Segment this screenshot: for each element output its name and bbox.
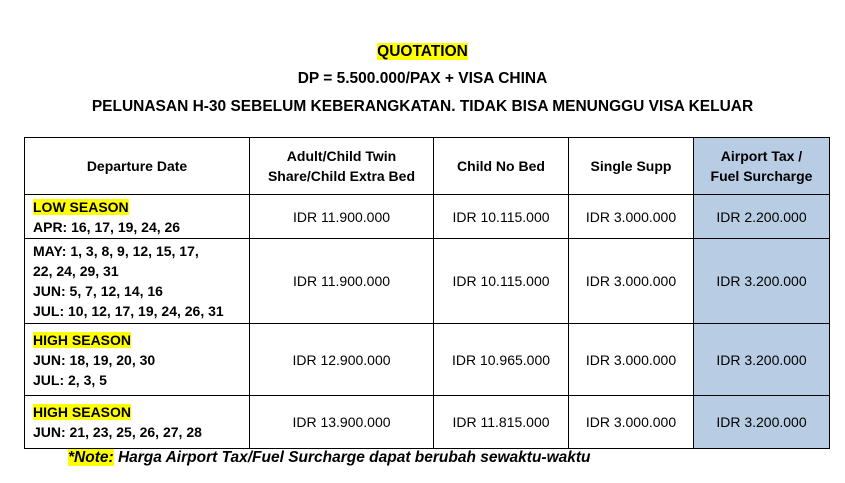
airport-tax-price-cell: IDR 3.200.000 xyxy=(694,239,830,324)
child-no-bed-price-cell: IDR 11.815.000 xyxy=(434,396,569,449)
child-no-bed-price-cell: IDR 10.115.000 xyxy=(434,195,569,239)
airport-tax-price-cell: IDR 2.200.000 xyxy=(694,195,830,239)
table-row xyxy=(25,239,830,324)
child-no-bed-price-cell: IDR 10.115.000 xyxy=(434,239,569,324)
airport-tax-price-cell: IDR 3.200.000 xyxy=(694,324,830,396)
single-supp-price-cell: IDR 3.000.000 xyxy=(569,396,694,449)
season-label: LOW SEASON xyxy=(33,198,129,215)
twin-price-cell: IDR 11.900.000 xyxy=(250,195,434,239)
table-header-row xyxy=(25,138,830,195)
header-airport-tax: Airport Tax / Fuel Surcharge xyxy=(694,138,830,195)
child-no-bed-price-cell: IDR 10.965.000 xyxy=(434,324,569,396)
footnote-text: Harga Airport Tax/Fuel Surcharge dapat berubah sewaktu-waktu xyxy=(113,449,591,466)
twin-price-cell: IDR 11.900.000 xyxy=(250,239,434,324)
date-line: APR: 16, 17, 19, 24, 26 xyxy=(33,218,181,235)
quotation-title-text: QUOTATION xyxy=(377,43,468,60)
down-payment-line: DP = 5.500.000/PAX + VISA CHINA xyxy=(297,70,548,87)
header-child-no-bed: Child No Bed xyxy=(434,138,569,195)
season-label: HIGH SEASON xyxy=(33,331,132,348)
departure-dates-cell xyxy=(25,396,250,449)
date-line: JUN: 5, 7, 12, 14, 16 xyxy=(33,283,163,299)
quotation-title xyxy=(0,42,845,62)
departure-dates-cell xyxy=(25,239,250,324)
date-line: JUN: 21, 23, 25, 26, 27, 28 xyxy=(33,424,202,440)
departure-dates-cell xyxy=(25,195,250,239)
footnote xyxy=(68,448,591,468)
price-table xyxy=(24,137,830,449)
twin-price-cell: IDR 13.900.000 xyxy=(250,396,434,449)
departure-dates-cell xyxy=(25,324,250,396)
airport-tax-price-cell: IDR 3.200.000 xyxy=(694,396,830,449)
payment-terms-line: PELUNASAN H-30 SEBELUM KEBERANGKATAN. TIDAK BISA MENUNGGU VISA KELUAR xyxy=(91,98,754,115)
footnote-label: *Note: xyxy=(68,449,114,466)
table-row xyxy=(25,396,830,449)
header-twin-share: Adult/Child Twin Share/Child Extra Bed xyxy=(250,138,434,195)
table-row xyxy=(25,324,830,396)
season-label: HIGH SEASON xyxy=(33,404,132,420)
single-supp-price-cell: IDR 3.000.000 xyxy=(569,324,694,396)
date-line: JUL: 10, 12, 17, 19, 24, 26, 31 xyxy=(33,303,224,319)
single-supp-price-cell: IDR 3.000.000 xyxy=(569,239,694,324)
twin-price-cell: IDR 12.900.000 xyxy=(250,324,434,396)
header-single-supp: Single Supp xyxy=(569,138,694,195)
date-line: JUL: 2, 3, 5 xyxy=(33,371,107,388)
table-row xyxy=(25,195,830,239)
date-line: JUN: 18, 19, 20, 30 xyxy=(33,351,156,368)
header-departure-date: Departure Date xyxy=(25,138,250,195)
date-line: 22, 24, 29, 31 xyxy=(33,263,119,279)
date-line: MAY: 1, 3, 8, 9, 12, 15, 17, xyxy=(33,243,199,259)
single-supp-price-cell: IDR 3.000.000 xyxy=(569,195,694,239)
